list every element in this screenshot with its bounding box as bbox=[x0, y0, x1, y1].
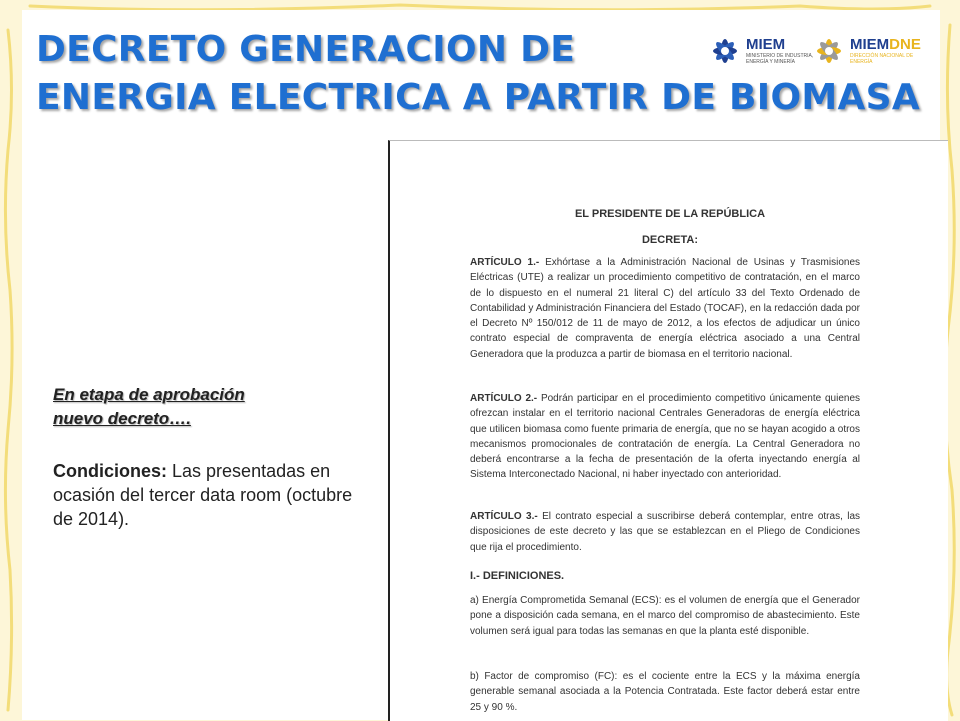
definition-b: b) Factor de compromiso (FC): es el cociente entre la ECS y la máxima energía generable semanal asociada a la Potencia Contratada. Este factor deberá estar entre 25 y 90 %. bbox=[470, 671, 860, 713]
article-1 bbox=[470, 255, 860, 362]
article-3-label: ARTÍCULO 3.- bbox=[470, 511, 538, 522]
miem-logo-subtitle: MINISTERIO DE INDUSTRIA, ENERGÍA Y MINERÍA bbox=[746, 53, 814, 65]
conditions-paragraph bbox=[53, 459, 373, 531]
miem-dne-logo-subtitle: DIRECCIÓN NACIONAL DE ENERGÍA bbox=[850, 53, 914, 65]
miem-dne-emblem-icon bbox=[812, 34, 846, 68]
article-2 bbox=[470, 391, 860, 483]
miem-dne-name-part1: MIEM bbox=[850, 36, 890, 53]
left-text-panel bbox=[53, 383, 373, 531]
miem-emblem-icon bbox=[708, 34, 742, 68]
title-line-2: ENERGIA ELECTRICA A PARTIR DE BIOMASA bbox=[36, 77, 921, 118]
miem-dne-logo-name bbox=[850, 37, 921, 53]
article-2-text: Podrán participar en el procedimiento competitivo únicamente quienes ofrezcan instalar en el territorio nacional Centrales Generadoras de energía eléctrica que utilicen biomasa como fuente primaria de energía, que no se hayan acogido a otros mecanismos promocionales de contratación de energía. La Central Generadora no deberá encontrarse a la fecha de presentación de la oferta inyectando energía al Sistema Interconectado Nacional, ni haber inyectado con anterioridad. bbox=[470, 393, 861, 481]
stage-line-2: nuevo decreto…. bbox=[53, 409, 191, 428]
stage-line-1: En etapa de aprobación bbox=[53, 385, 245, 404]
definitions-heading: I.- DEFINICIONES. bbox=[470, 570, 565, 582]
conditions-label: Condiciones: bbox=[53, 461, 168, 481]
miem-logo-name: MIEM bbox=[746, 36, 786, 53]
miem-dne-name-part2: DNE bbox=[889, 36, 921, 53]
article-1-text: Exhórtase a la Administración Nacional de Usinas y Trasmisiones Eléctricas (UTE) a realizar un procedimiento competitivo de contratación, en el marco de lo dispuesto en el numeral 21 literal C) del artículo 33 del Texto Ordenado de Contabilidad y Administración Financiera del Estado (TOCAF), en la redacción dada por el Decreto Nº 150/012 de 11 de mayo de 2012, a los efectos de adjudicar un único contrato especial de compraventa de energía eléctrica asociado a una Central Generadora que la produzca a partir de biomasa en el territorio nacional. bbox=[470, 257, 861, 360]
miem-dne-logo bbox=[812, 34, 921, 68]
miem-logo bbox=[708, 34, 814, 68]
article-2-label: ARTÍCULO 2.- bbox=[470, 393, 538, 404]
document-decreta: DECRETA: bbox=[641, 234, 698, 246]
article-3-text: El contrato especial a suscribirse deberá contemplar, entre otras, las disposiciones de este decreto y las que se establezcan en el Pliego de Condiciones que rija el procedimiento. bbox=[470, 511, 861, 553]
document-heading: EL PRESIDENTE DE LA REPÚBLICA bbox=[574, 208, 766, 220]
article-1-label: ARTÍCULO 1.- bbox=[470, 257, 540, 268]
definition-a: a) Energía Comprometida Semanal (ECS): es el volumen de energía que el Generador pone a disposición cada semana, en el marco del compromiso de abastecimiento. Este volumen será igual para todas las semanas en que la planta esté disponible. bbox=[470, 595, 860, 637]
decree-document-image bbox=[388, 140, 948, 721]
article-3 bbox=[470, 509, 860, 555]
stage-note bbox=[53, 383, 373, 431]
title-line-1: DECRETO GENERACION DE bbox=[36, 29, 576, 70]
conditions-text: Las presentadas en ocasión del tercer data room (octubre de 2014). bbox=[53, 461, 353, 529]
